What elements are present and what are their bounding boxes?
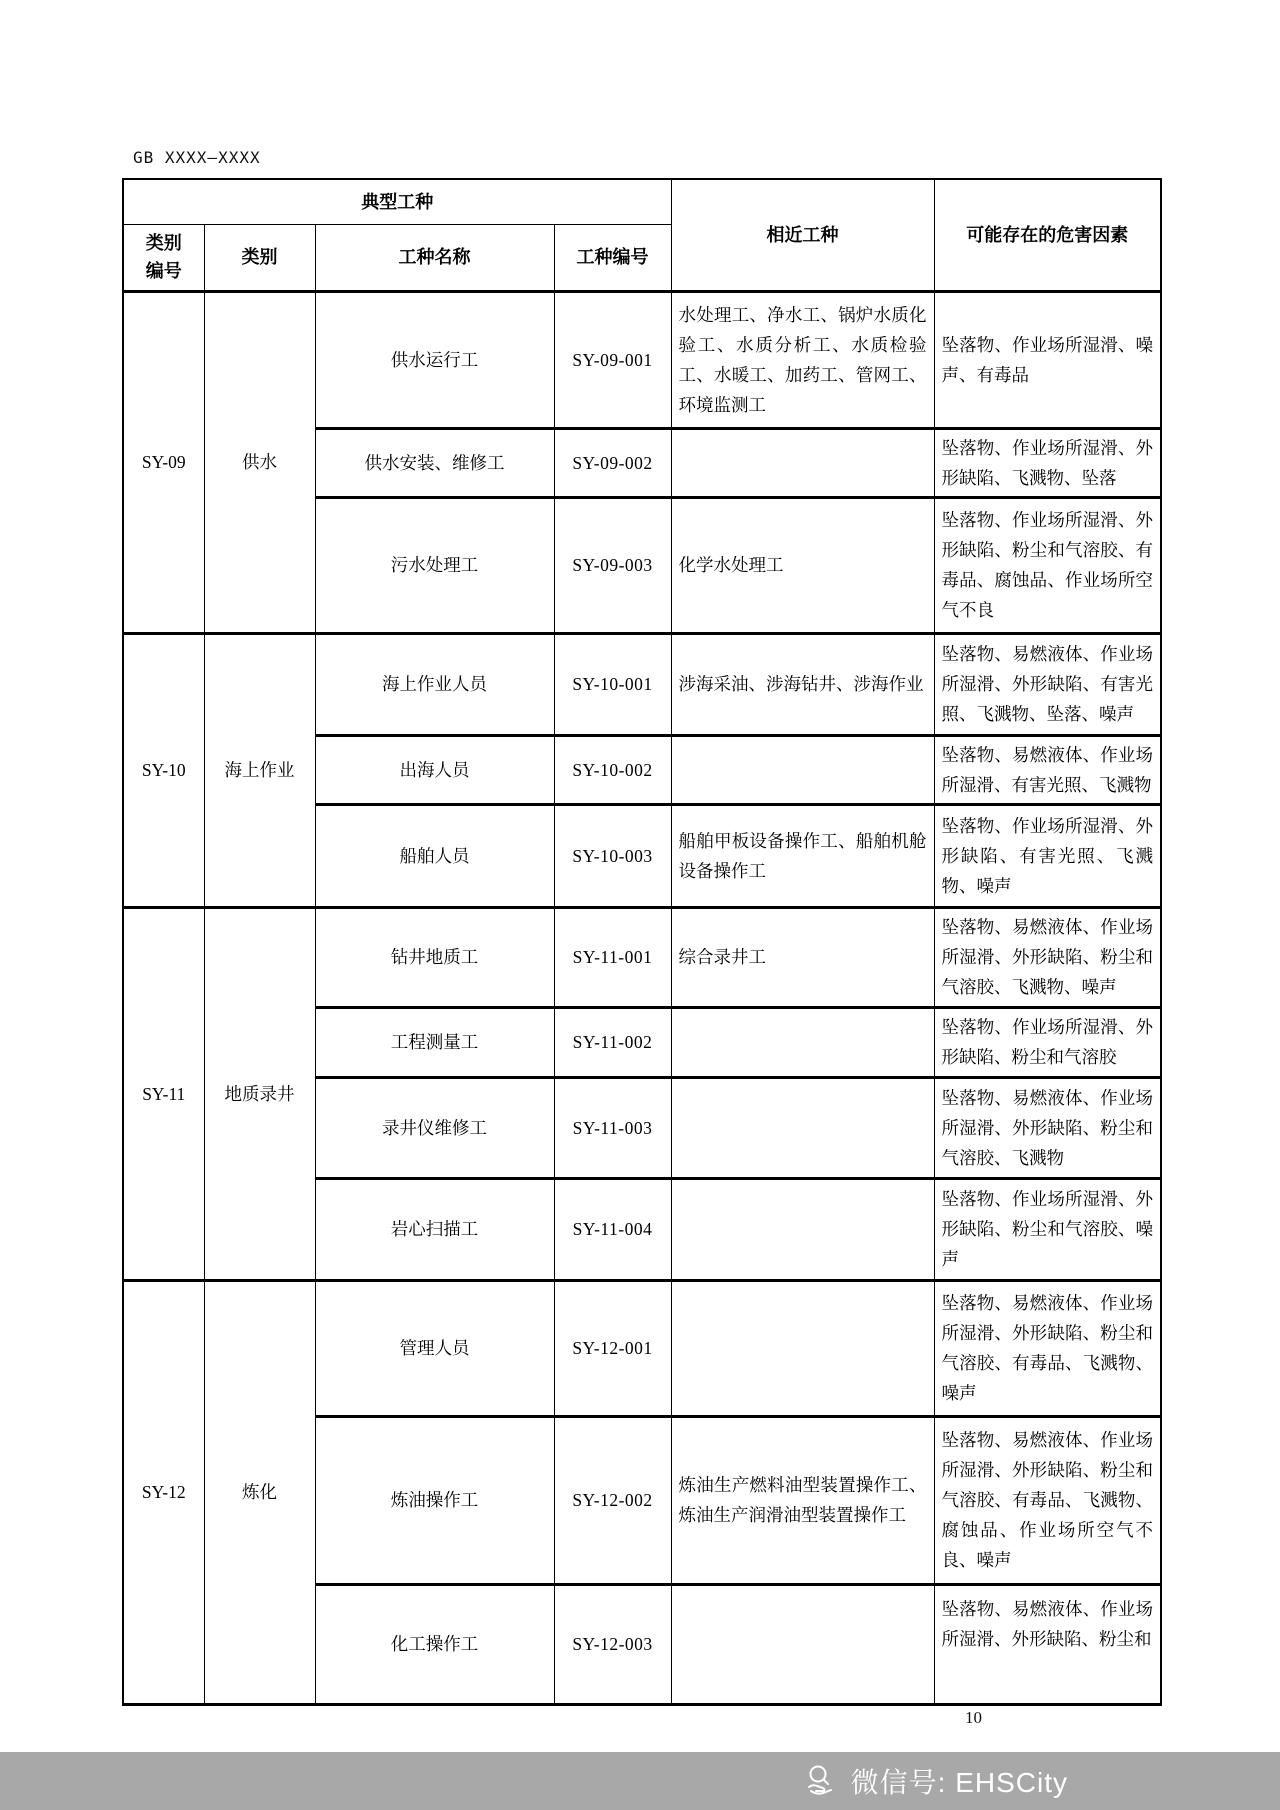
table-row [123, 1280, 1161, 1416]
work-name-cell: 海上作业人员 [315, 633, 554, 735]
work-name-cell: 出海人员 [315, 735, 554, 804]
work-name-cell: 录井仪维修工 [315, 1077, 554, 1178]
work-name-cell: 钻井地质工 [315, 907, 554, 1007]
hazard-cell: 坠落物、作业场所湿滑、外形缺陷、粉尘和气溶胶 [934, 1007, 1161, 1077]
hazard-cell: 坠落物、易燃液体、作业场所湿滑、外形缺陷、粉尘和 [934, 1584, 1161, 1704]
similar-work-cell: 炼油生产燃料油型装置操作工、炼油生产润滑油型装置操作工 [671, 1416, 934, 1584]
work-name-cell: 供水运行工 [315, 291, 554, 428]
work-code-cell: SY-09-002 [554, 428, 671, 497]
header-hazards: 可能存在的危害因素 [934, 179, 1161, 291]
work-name-cell: 管理人员 [315, 1280, 554, 1416]
category-no-cell: SY-10 [123, 633, 204, 907]
header-category: 类别 [204, 224, 315, 291]
category-no-cell: SY-09 [123, 291, 204, 633]
similar-work-cell [671, 1007, 934, 1077]
header-category-no [123, 224, 204, 291]
similar-work-cell [671, 1280, 934, 1416]
hazard-table-container [122, 178, 1160, 1706]
work-code-cell: SY-11-004 [554, 1178, 671, 1280]
similar-work-cell [671, 1178, 934, 1280]
hazard-cell: 坠落物、易燃液体、作业场所湿滑、外形缺陷、粉尘和气溶胶、飞溅物 [934, 1077, 1161, 1178]
work-name-cell: 污水处理工 [315, 497, 554, 633]
hazard-cell: 坠落物、作业场所湿滑、外形缺陷、粉尘和气溶胶、有毒品、腐蚀品、作业场所空气不良 [934, 497, 1161, 633]
similar-work-cell [671, 1077, 934, 1178]
work-code-cell: SY-10-002 [554, 735, 671, 804]
wechat-account-label: 微信号: EHSCity [850, 1767, 1068, 1798]
work-code-cell: SY-11-003 [554, 1077, 671, 1178]
category-cell: 海上作业 [204, 633, 315, 907]
header-category-no-label: 类别编号 [145, 232, 182, 281]
work-code-cell: SY-11-002 [554, 1007, 671, 1077]
hazard-table [122, 178, 1162, 1706]
similar-work-cell [671, 428, 934, 497]
wechat-search-hand-icon [801, 1761, 841, 1801]
work-code-cell: SY-11-001 [554, 907, 671, 1007]
similar-work-cell [671, 1584, 934, 1704]
similar-work-cell: 船舶甲板设备操作工、船舶机舱设备操作工 [671, 804, 934, 907]
table-row [123, 291, 1161, 428]
work-code-cell: SY-12-001 [554, 1280, 671, 1416]
footer-bar [0, 1752, 1280, 1810]
hazard-cell: 坠落物、易燃液体、作业场所湿滑、外形缺陷、粉尘和气溶胶、有毒品、飞溅物、噪声 [934, 1280, 1161, 1416]
hazard-cell: 坠落物、作业场所湿滑、外形缺陷、粉尘和气溶胶、噪声 [934, 1178, 1161, 1280]
similar-work-cell [671, 735, 934, 804]
work-code-cell: SY-09-003 [554, 497, 671, 633]
page-number: 10 [965, 1708, 982, 1727]
hazard-cell: 坠落物、易燃液体、作业场所湿滑、外形缺陷、有害光照、飞溅物、坠落、噪声 [934, 633, 1161, 735]
category-cell: 地质录井 [204, 907, 315, 1280]
work-name-cell: 炼油操作工 [315, 1416, 554, 1584]
doc-code: GB XXXX—XXXX [133, 148, 261, 167]
hazard-cell: 坠落物、作业场所湿滑、噪声、有毒品 [934, 291, 1161, 428]
category-cell: 炼化 [204, 1280, 315, 1704]
similar-work-cell: 综合录井工 [671, 907, 934, 1007]
work-code-cell: SY-12-002 [554, 1416, 671, 1584]
work-code-cell: SY-09-001 [554, 291, 671, 428]
header-work-code: 工种编号 [554, 224, 671, 291]
work-name-cell: 供水安装、维修工 [315, 428, 554, 497]
hazard-cell: 坠落物、作业场所湿滑、外形缺陷、飞溅物、坠落 [934, 428, 1161, 497]
hazard-cell: 坠落物、易燃液体、作业场所湿滑、有害光照、飞溅物 [934, 735, 1161, 804]
hazard-cell: 坠落物、易燃液体、作业场所湿滑、外形缺陷、粉尘和气溶胶、飞溅物、噪声 [934, 907, 1161, 1007]
work-code-cell: SY-10-001 [554, 633, 671, 735]
category-no-cell: SY-11 [123, 907, 204, 1280]
work-code-cell: SY-12-003 [554, 1584, 671, 1704]
table-row [123, 633, 1161, 735]
header-typical-group: 典型工种 [123, 179, 671, 224]
hazard-cell: 坠落物、易燃液体、作业场所湿滑、外形缺陷、粉尘和气溶胶、有毒品、飞溅物、腐蚀品、作业场所空气不良、噪声 [934, 1416, 1161, 1584]
header-similar: 相近工种 [671, 179, 934, 291]
similar-work-cell: 化学水处理工 [671, 497, 934, 633]
work-code-cell: SY-10-003 [554, 804, 671, 907]
category-no-cell: SY-12 [123, 1280, 204, 1704]
work-name-cell: 船舶人员 [315, 804, 554, 907]
table-row [123, 907, 1161, 1007]
header-work-name: 工种名称 [315, 224, 554, 291]
category-cell: 供水 [204, 291, 315, 633]
similar-work-cell: 涉海采油、涉海钻井、涉海作业 [671, 633, 934, 735]
work-name-cell: 岩心扫描工 [315, 1178, 554, 1280]
work-name-cell: 化工操作工 [315, 1584, 554, 1704]
similar-work-cell: 水处理工、净水工、锅炉水质化验工、水质分析工、水质检验工、水暖工、加药工、管网工、环境监测工 [671, 291, 934, 428]
work-name-cell: 工程测量工 [315, 1007, 554, 1077]
hazard-cell: 坠落物、作业场所湿滑、外形缺陷、有害光照、飞溅物、噪声 [934, 804, 1161, 907]
